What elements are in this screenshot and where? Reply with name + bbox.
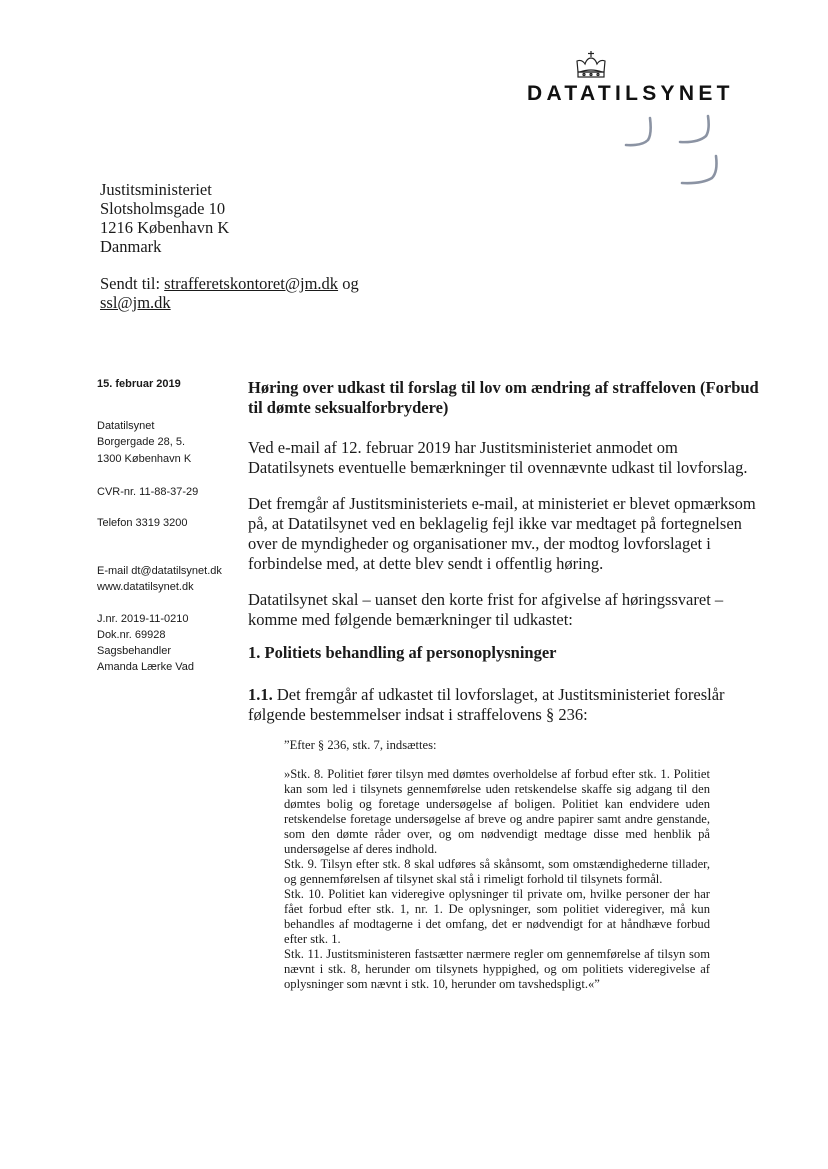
logo-wordmark: DATATILSYNET (527, 82, 734, 105)
recipient-country: Danmark (100, 237, 162, 256)
quote-intro: ”Efter § 236, stk. 7, indsættes: (284, 738, 437, 752)
body-paragraph-4 (248, 685, 758, 725)
body-paragraph-2: Det fremgår af Justitsministeriets e-mail, at ministeriet er blevet opmærksom på, at Datatilsynet ved en beklagelig fejl ikke var medtaget på fortegnelsen over de myndigheder og organisationer mv., der modtog lovforslaget i forbindelse med, at dette blev sendt i offentlig høring. (248, 494, 756, 573)
paragraph-number: 1.1. (248, 685, 273, 704)
crown-icon (574, 50, 608, 80)
sender-city: 1300 København K (97, 453, 192, 465)
sender-website: www.datatilsynet.dk (97, 581, 194, 593)
letter-date: 15. februar 2019 (97, 378, 181, 390)
sender-street: Borgergade 28, 5. (97, 436, 186, 448)
quote-stk11: Stk. 11. Justitsministeren fastsætter nærmere regler om gennemførelse af tilsyn som nævnt i stk. 8, herunder om tilsynets hyppighed, og om politiets videregivelse af oplysninger som nævnt i stk. 10, herunder om tavshedspligt.«” (284, 947, 710, 991)
paragraph-text: Det fremgår af udkastet til lovforslaget, at Justitsministeriet foreslår følgende bestemmelser indsat i straffelovens § 236: (248, 685, 725, 724)
sent-to-label: Sendt til: (100, 274, 161, 293)
sender-org: Datatilsynet (97, 420, 155, 432)
sender-email: E-mail dt@datatilsynet.dk (97, 565, 222, 577)
body-paragraph-3: Datatilsynet skal – uanset den korte frist for afgivelse af høringssvaret – komme med følgende bemærkninger til udkastet: (248, 590, 724, 629)
section-heading: 1. Politiets behandling af personoplysninger (248, 643, 557, 662)
quote-block (284, 767, 710, 992)
recipient-name: Justitsministeriet (100, 180, 212, 199)
letter-subject: Høring over udkast til forslag til lov om ændring af straffeloven (Forbud til dømte seksualforbrydere) (248, 378, 759, 417)
quote-stk9: Stk. 9. Tilsyn efter stk. 8 skal udføres så skånsomt, som omstændighederne tillader, og gennemførelsen af tilsynet skal stå i rimeligt forhold til tilsynets formål. (284, 857, 710, 886)
journal-number: J.nr. 2019-11-0210 (97, 613, 189, 625)
sent-to-connector: og (342, 274, 359, 293)
sent-to-line (100, 274, 359, 293)
document-number: Dok.nr. 69928 (97, 629, 166, 641)
sent-to-line-2 (100, 293, 171, 312)
email-link-strafferetskontoret[interactable]: strafferetskontoret@jm.dk (164, 274, 339, 293)
recipient-street: Slotsholmsgade 10 (100, 199, 226, 218)
email-link-ssl[interactable]: ssl@jm.dk (100, 293, 171, 312)
sender-phone: Telefon 3319 3200 (97, 517, 188, 529)
quote-stk8: »Stk. 8. Politiet fører tilsyn med dømtes overholdelse af forbud efter stk. 1. Politiet kan som led i tilsynets gennemførelse uden retskendelse skaffe sig adgang til den dømtes bolig og foretage undersøgelse af boligen. Politiet kan endvidere uden retskendelse foretage undersøgelse af breve og andre papirer samt andre genstande, som den dømte råder over, og om nødvendigt medtage disse med henblik på undersøgelse af deres indhold. (284, 767, 710, 856)
case-handler-label: Sagsbehandler (97, 645, 172, 657)
recipient-city: 1216 København K (100, 218, 230, 237)
sender-cvr: CVR-nr. 11-88-37-29 (97, 486, 199, 498)
handwritten-initials (618, 112, 733, 194)
quote-stk10: Stk. 10. Politiet kan videregive oplysninger til private om, hvilke personer der har fået forbud efter stk. 1, nr. 1. De oplysninger, som politiet videregiver, må kun behandles af modtagerne i det omfang, det er nødvendigt for at håndhæve forbud efter stk. 1. (284, 887, 710, 946)
case-handler-name: Amanda Lærke Vad (97, 661, 195, 673)
body-paragraph-1: Ved e-mail af 12. februar 2019 har Justitsministeriet anmodet om Datatilsynets eventuelle bemærkninger til ovennævnte udkast til lovforslag. (248, 438, 748, 477)
